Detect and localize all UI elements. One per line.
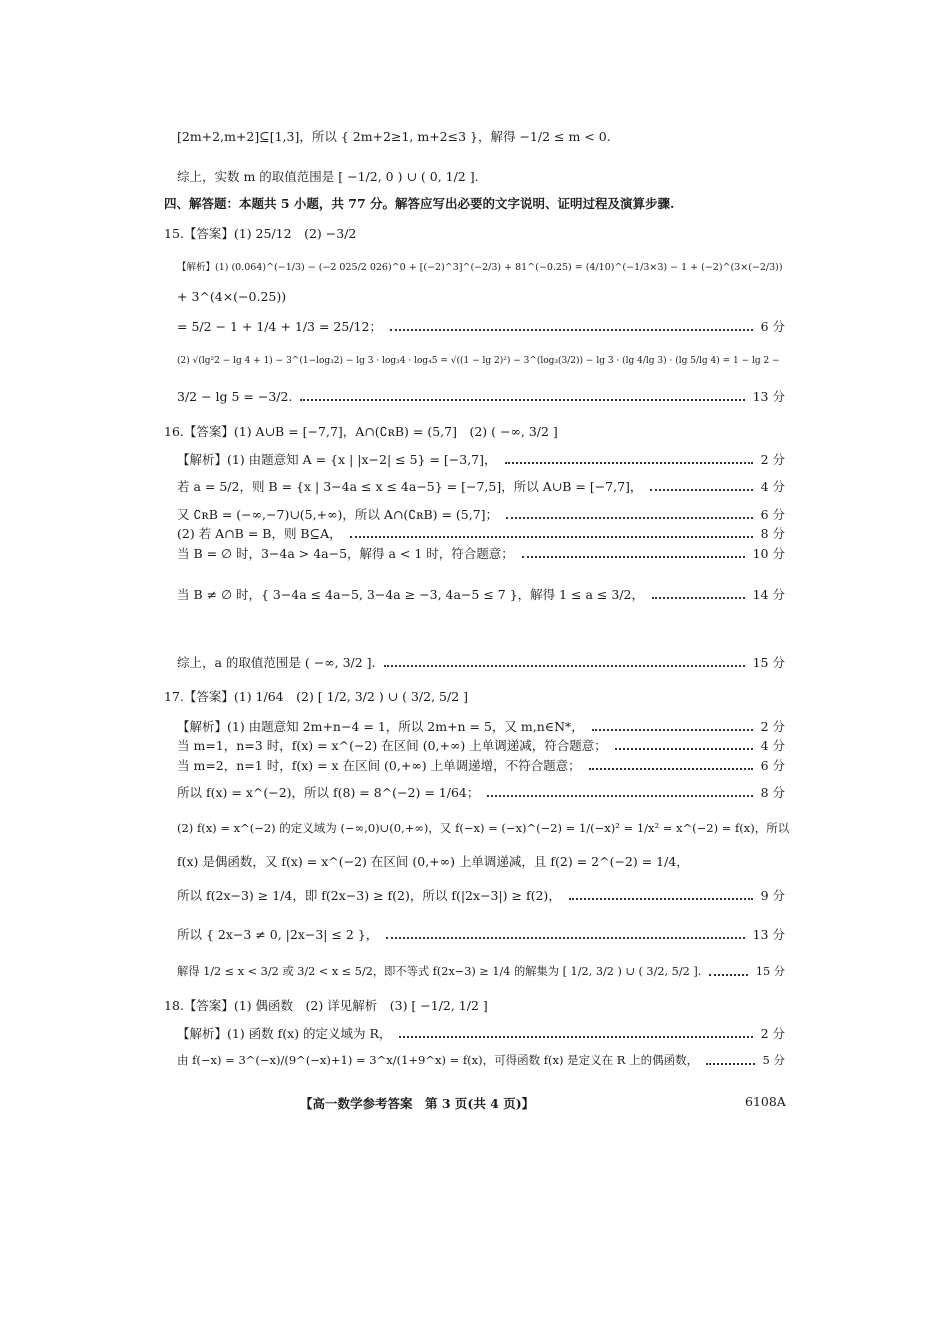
score-label: 8 分 (760, 785, 785, 800)
score-label: 4 分 (760, 738, 785, 753)
line-text: 17.【答案】(1) 1/64 (2) [ 1/2, 3/2 ) ∪ ( 3/2, 5/2 ] (164, 689, 468, 704)
score-label: 6 分 (760, 319, 785, 334)
answer-line (177, 171, 792, 184)
answer-line (164, 1000, 792, 1013)
line-text: 由 f(−x) = 3^(−x)/(9^(−x)+1) = 3^x/(1+9^x) = f(x)，可得函数 f(x) 是定义在 R 上的偶函数， (177, 1053, 699, 1067)
answer-line (177, 321, 785, 334)
score-label: 14 分 (752, 587, 785, 602)
line-text: (2) √(lg²2 − lg 4 + 1) − 3^(1−log₃2) − lg 3 · log₃4 · log₄5 = √((1 − lg 2)²) − 3^(log₃(3/2)) − lg 3 · (lg 4/lg 3) · (lg 5/lg 4) = 1 − lg 2 − (177, 356, 780, 366)
score-label: 5 分 (762, 1053, 785, 1067)
answer-line (177, 1028, 785, 1041)
answer-line (177, 890, 785, 903)
answer-line (177, 1055, 785, 1067)
line-text: 【解析】(1) 函数 f(x) 的定义域为 R， (177, 1026, 392, 1041)
line-text: 四、解答题：本题共 5 小题，共 77 分。解答应写出必要的文字说明、证明过程及演算步骤. (164, 196, 675, 211)
line-text: 15.【答案】(1) 25/12 (2) −3/2 (164, 226, 357, 241)
score-label: 2 分 (760, 719, 785, 734)
answer-line (177, 721, 785, 734)
line-text: 所以 { 2x−3 ≠ 0, |2x−3| ≤ 2 }， (177, 927, 379, 942)
line-text: 16.【答案】(1) A∪B = [−7,7]，A∩(∁ʀB) = (5,7] (2) ( −∞, 3/2 ] (164, 424, 558, 439)
line-text: 【解析】(1) (0.064)^(−1/3) − (−2 025/2 026)^0 + [(−2)^3]^(−2/3) + 81^(−0.25) = (4/10)^(−1/3×3) − 1 + (−2)^(3×(−2/3)) (177, 262, 783, 273)
answer-line (177, 131, 792, 144)
answer-line (177, 528, 785, 541)
answer-line (164, 228, 792, 241)
answer-line (177, 548, 785, 561)
line-text: (2) 若 A∩B = B，则 B⊆A， (177, 526, 342, 541)
score-label: 13 分 (752, 389, 785, 404)
line-text: 【解析】(1) 由题意知 2m+n−4 = 1，所以 2m+n = 5，又 m,n∈N*， (177, 719, 584, 734)
dot-leader (487, 795, 752, 797)
dot-leader (506, 517, 753, 519)
dot-leader (399, 1036, 752, 1038)
score-label: 13 分 (752, 927, 785, 942)
dot-leader (350, 536, 753, 538)
answer-line (164, 691, 792, 704)
page-footer: 【高一数学参考答案 第 3 页(共 4 页)】 (300, 1096, 535, 1111)
answer-line (164, 426, 792, 439)
dot-leader (592, 729, 753, 731)
line-text: [2m+2,m+2]⊆[1,3]，所以 { 2m+2≥1, m+2≤3 }，解得 −1/2 ≤ m < 0. (177, 129, 611, 144)
line-text: 所以 f(2x−3) ≥ 1/4，即 f(2x−3) ≥ f(2)，所以 f(|2x−3|) ≥ f(2)， (177, 888, 561, 903)
line-text: 3/2 − lg 5 = −3/2. (177, 389, 293, 404)
answer-line (164, 198, 792, 211)
line-text: 当 B ≠ ∅ 时，{ 3−4a ≤ 4a−5, 3−4a ≥ −3, 4a−5 ≤ 7 }，解得 1 ≤ a ≤ 3/2， (177, 587, 644, 602)
dot-leader (652, 597, 745, 599)
dot-leader (522, 556, 745, 558)
answer-line (177, 509, 785, 522)
dot-leader (505, 462, 753, 464)
dot-leader (615, 748, 753, 750)
score-label: 2 分 (760, 452, 785, 467)
answer-line (177, 589, 785, 602)
line-text: 当 m=1，n=3 时，f(x) = x^(−2) 在区间 (0,+∞) 上单调递减，符合题意； (177, 738, 607, 753)
answer-line (177, 657, 785, 670)
answer-line (177, 454, 785, 467)
answer-line (177, 929, 785, 942)
line-text: 18.【答案】(1) 偶函数 (2) 详见解析 (3) [ −1/2, 1/2 ] (164, 998, 488, 1013)
score-label: 10 分 (752, 546, 785, 561)
score-label: 15 分 (755, 965, 785, 978)
line-text: (2) f(x) = x^(−2) 的定义域为 (−∞,0)∪(0,+∞)，又 f(−x) = (−x)^(−2) = 1/(−x)² = 1/x² = x^(−2) = f(x)，所以 (177, 821, 790, 835)
line-text: 又 ∁ʀB = (−∞,−7)∪(5,+∞)，所以 A∩(∁ʀB) = (5,7]； (177, 507, 499, 522)
score-label: 6 分 (760, 507, 785, 522)
answer-line (177, 787, 785, 800)
line-text: 当 m=2，n=1 时，f(x) = x 在区间 (0,+∞) 上单调递增，不符合题意； (177, 758, 581, 773)
line-text: 所以 f(x) = x^(−2)，所以 f(8) = 8^(−2) = 1/64； (177, 785, 480, 800)
answer-line (177, 391, 785, 404)
answer-line (177, 856, 792, 869)
score-label: 9 分 (760, 888, 785, 903)
dot-leader (386, 937, 744, 939)
answer-line (177, 481, 785, 494)
dot-leader (569, 898, 753, 900)
answer-line (177, 966, 785, 977)
dot-leader (706, 1063, 754, 1065)
line-text: 综上，实数 m 的取值范围是 [ −1/2, 0 ) ∪ ( 0, 1/2 ]. (177, 169, 479, 184)
dot-leader (384, 665, 745, 667)
dot-leader (589, 768, 753, 770)
line-text: 若 a = 5/2，则 B = {x | 3−4a ≤ x ≤ 4a−5} = [−7,5]，所以 A∪B = [−7,7]， (177, 479, 643, 494)
line-text: 【解析】(1) 由题意知 A = {x | |x−2| ≤ 5} = [−3,7]， (177, 452, 497, 467)
score-label: 6 分 (760, 758, 785, 773)
answer-line (177, 823, 792, 835)
line-text: = 5/2 − 1 + 1/4 + 1/3 = 25/12； (177, 319, 382, 334)
line-text: 当 B = ∅ 时，3−4a > 4a−5，解得 a < 1 时，符合题意； (177, 546, 514, 561)
document-code: 6108A (745, 1094, 786, 1109)
dot-leader (300, 399, 744, 401)
dot-leader (390, 329, 753, 331)
answer-line (177, 291, 792, 304)
answer-line (177, 357, 792, 366)
score-label: 8 分 (760, 526, 785, 541)
line-text: 综上，a 的取值范围是 ( −∞, 3/2 ]. (177, 655, 376, 670)
line-text: f(x) 是偶函数，又 f(x) = x^(−2) 在区间 (0,+∞) 上单调递减，且 f(2) = 2^(−2) = 1/4， (177, 854, 689, 869)
dot-leader (650, 489, 752, 491)
answer-line (177, 740, 785, 753)
score-label: 15 分 (752, 655, 785, 670)
answer-line (177, 263, 792, 273)
answer-line (177, 760, 785, 773)
score-label: 4 分 (760, 479, 785, 494)
line-text: 解得 1/2 ≤ x < 3/2 或 3/2 < x ≤ 5/2，即不等式 f(2x−3) ≥ 1/4 的解集为 [ 1/2, 3/2 ) ∪ ( 3/2, 5/2 ]. (177, 965, 702, 978)
line-text: + 3^(4×(−0.25)) (177, 289, 287, 304)
score-label: 2 分 (760, 1026, 785, 1041)
dot-leader (709, 974, 748, 976)
